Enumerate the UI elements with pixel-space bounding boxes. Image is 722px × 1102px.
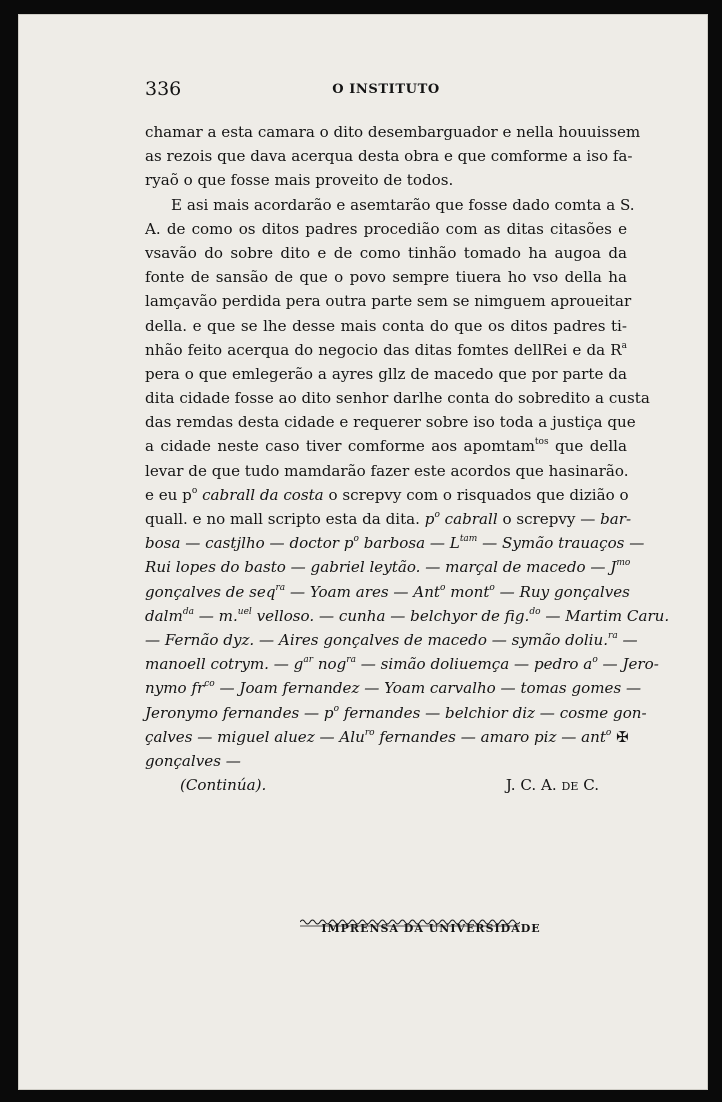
text-line: manoell cotrym. — $g^{ar}$ nog$^{ra}$ — simão doliuemça — pedro $a^o$ — Jero- (145, 655, 659, 674)
text-line: E asi mais acordarão e asemtarão que fosse dado comta a S. (171, 195, 635, 214)
text-line: Rui lopes do basto — gabriel leytão. — marçal de macedo — $J^{mo}$ (145, 558, 631, 577)
text-line: A. de como os ditos padres procedião com as ditas citasões e (145, 219, 627, 238)
printer-imprint: IMPRENSA DA UNIVERSIDADE (321, 922, 541, 935)
text-line: bosa — castjlho — doctor $p^o$ barbosa — $L^{tam}$ — Symão trauaços — (145, 534, 645, 553)
text-line: lamçavão perdida pera outra parte sem se nimguem aproueitar (145, 292, 632, 311)
text-line: levar de que tudo mamdarão fazer este acordos que hasinarão. (145, 461, 629, 480)
author-signature: J. C. A. DE C. (505, 776, 599, 794)
text-line: quall. e no mall scripto esta da dita. $p^o$ cabrall o screpvy — bar- (145, 510, 632, 528)
text-line: nhão feito acerqua do negocio das ditas fomtes dellRei e da $R^a$ (145, 340, 627, 359)
text-line: a cidade neste caso tiver comforme aos apomtam$^{tos}$ que della (145, 437, 627, 456)
text-line: gonçalves de seq$^{ra}$ — Yoam ares — Ant$^o$ mont$^o$ — Ruy gonçalves (145, 582, 630, 601)
text-line: e eu $p^o$ cabrall da costa o screpvy com o risquados que dizião o (145, 485, 629, 504)
text-line: chamar a esta camara o dito desembarguador e nella houuissem (145, 123, 641, 141)
text-line: pera o que emlegerão a ayres gllz de macedo que por parte da (145, 364, 627, 383)
text-line: dita cidade fosse ao dito senhor darlhe conta do sobredito a custa (145, 389, 650, 408)
page-header (145, 78, 627, 104)
text-line: vsavão do sobre dito e de como tinhão tomado ha augoa da (145, 243, 627, 262)
text-line: Jeronymo fernandes — $p^o$ fernandes — belchior diz — cosme gon- (145, 703, 647, 722)
text-line: nymo $fr^{co}$ — Joam fernandez — Yoam carvalho — tomas gomes — (145, 679, 642, 698)
text-line: ryaõ o que fosse mais proveito de todos. (145, 171, 454, 190)
running-title: O INSTITUTO (332, 82, 440, 97)
text-line: fonte de sansão de que o povo sempre tiuera ho vso della ha (145, 268, 627, 287)
text-line: della. e que se lhe desse mais conta do que os ditos padres ti- (145, 316, 627, 335)
cross-symbol: ✠ (616, 727, 629, 746)
page-number: 336 (145, 78, 182, 100)
signature-line (145, 776, 627, 800)
text-line: gonçalves — (145, 751, 241, 770)
text-line: dalm$^{da}$ — m.$^{uel}$ velloso. — cunha — belchyor de fig.$^{do}$ — Martim Caru. (145, 606, 670, 625)
text-body (145, 120, 670, 773)
continua-note: (Continúa). (180, 776, 267, 794)
text-line: as rezois que dava acerqua desta obra e que comforme a iso fa- (145, 147, 633, 166)
text-line: das remdas desta cidade e requerer sobre iso toda a justiça que (145, 413, 636, 432)
text-line: — Fernão dyz. — Aires gonçalves de macedo — symão doliu.$^{ra}$ — (145, 630, 638, 649)
text-line: çalves — miguel aluez — Alu$^{ro}$ fernandes — amaro piz — ant$^o$ ✠ (145, 727, 629, 746)
